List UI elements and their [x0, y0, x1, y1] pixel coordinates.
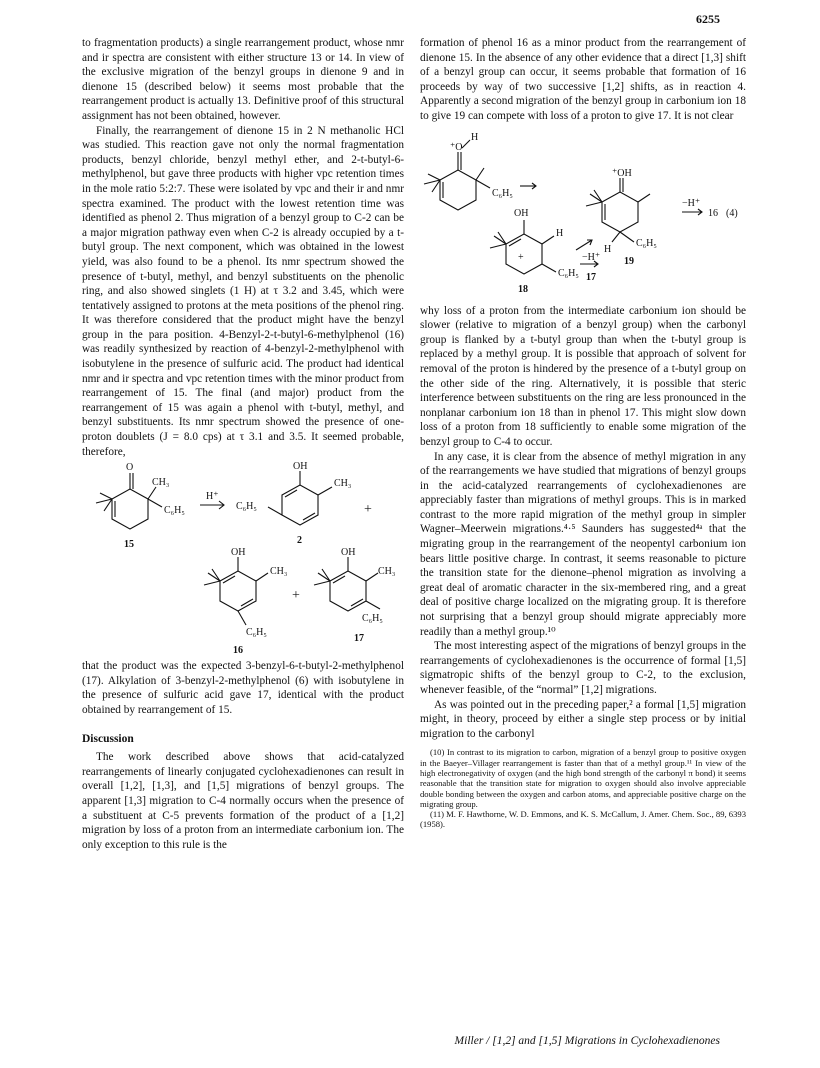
footnote: (11) M. F. Hawthorne, W. D. Emmons, and K. S. McCallum, J. Amer. Chem. Soc., 89, 6393 (1958). [420, 809, 746, 830]
plus-sign: + [292, 588, 300, 604]
paragraph: to fragmentation products) a single rearrangement product, whose nmr and ir spectra are consistent with either structure 13 or 14. In view of the exclusive migration of the benzyl groups in dienone 9 and in dienone 15 (described below) it seems most probable that the rearrangement product is actually 13. Definitive proof of this structural assignment has not been obtained, however. [82, 37, 404, 122]
label: C₆H₅ [558, 267, 579, 279]
compound-number: 17 [354, 633, 364, 645]
label: H [471, 131, 479, 143]
section-heading: Discussion [82, 732, 134, 745]
right-column [420, 36, 746, 830]
label: H [556, 227, 564, 239]
footnote: (10) In contrast to its migration to carbon, migration of a benzyl group to positive oxygen in the Baeyer–Villager rearrangement is faster than that of a methyl group.¹¹ In view of the high electronegativity of oxygen (and the high bond strength of the carbonyl π bond) it seems reasonable that the transition state for migration to oxygen should also involve appreciable double bonding between the oxygen and carbon atoms, and appreciable positive charge on the migrating group. [420, 747, 746, 809]
arrow-label: H⁺ [206, 491, 219, 503]
compound-number: 15 [124, 539, 134, 551]
label: C₆H₅ [236, 501, 257, 513]
paragraph: that the product was the expected 3-benzyl-6-t-butyl-2-methylphenol (17). Alkylation of 3-benzyl-2-methylphenol (6) with isobutylene in the presence of sulfuric acid gave 17, identical with the product obtained by rearrangement of 15. [82, 660, 404, 716]
label: H [604, 243, 612, 255]
label: C₆H₅ [362, 613, 383, 625]
arrow-label: −H⁺ [682, 197, 701, 209]
label: CH₃ [334, 478, 352, 490]
arrow-label: −H⁺ [582, 251, 601, 263]
label: ⁺OH [612, 167, 632, 179]
label: O [126, 462, 134, 474]
compound-number: 18 [518, 283, 528, 295]
ring-2 [282, 485, 318, 525]
ring-19 [602, 192, 638, 232]
paragraph: As was pointed out in the preceding paper,² a formal [1,5] migration might, in theory, proceed by either a single step process or by initial migration to the carbonyl [420, 698, 746, 740]
equation-number: (4) [726, 207, 738, 219]
label: C₆H₅ [164, 505, 185, 517]
scheme-1-drawing [82, 459, 404, 659]
paragraph: The most interesting aspect of the migrations of benzyl groups in the rearrangements of cyclohexadienones is the occurrence of formal [1,5] sigmatropic shifts of the benzyl group to C-2, to the exclusion, whenever feasible, of the “normal” [1,2] migrations. [420, 640, 746, 696]
label: CH₃ [152, 477, 170, 489]
compound-number: 17 [586, 271, 596, 283]
ring-16 [220, 571, 256, 611]
label: ⁺O [450, 141, 463, 153]
label: OH [293, 461, 308, 473]
label: CH₃ [270, 566, 288, 578]
compound-number: 16 [708, 207, 718, 219]
left-column [82, 36, 404, 852]
label: C₆H₅ [246, 627, 267, 639]
compound-number: 19 [624, 255, 634, 267]
label: OH [231, 547, 246, 559]
ring-17 [330, 571, 366, 611]
paragraph: In any case, it is clear from the absence of methyl migration in any of the rearrangements we have studied that migrations of benzyl groups in the acid-catalyzed rearrangements of cyclohexadienones are appreciably faster than migrations of methyl groups. This is in marked contrast to the more rapid migration of the methyl group in simpler Wagner–Meerwein migrations.⁴·⁵ Saunders has suggested⁴ᵃ that the migrating group in the rearrangement of the neopentyl carbonium ion bears little positive charge. In contrast, it seems reasonable to picture the transition state for the dienone–phenol migration as involving a great deal of aromatic character in the six-membered ring, and a great deal of positive charge localized on the migrating group. It is therefore not surprising that a benzyl group should migrate appreciably more readily than a methyl group.¹⁰ [420, 450, 746, 638]
paragraph: The work described above shows that acid-catalyzed rearrangements of linearly conjugated cyclohexadienones can result in overall [1,2], [1,3], and [1,5] migrations of benzyl groups. The apparent [1,3] migration to C-4 normally occurs when the presence of a substituent at C-5 prevents formation of the product of a [1,2] migration by loss of a proton from an intermediate carbonium ion. The only exception to this rule is the [82, 751, 404, 851]
running-footer: Miller / [1,2] and [1,5] Migrations in Cyclohexadienones [454, 1035, 720, 1047]
paragraph: why loss of a proton from the intermediate carbonium ion should be slower (relative to migration of a benzyl group) when the carbonyl group is flanked by a t-butyl group than when the t-butyl group is replaced by a methyl group. It is possible that approach of solvent for removal of the proton is hindered by the presence of a t-butyl group on the other side of the ring. Alternatively, it is possible that steric interference between substituents on the ring are less pronounced in the nonplanar carbonium ion 18 than in phenol 17. This might slow down loss of a proton from 18 sufficiently to enable some migration of the benzyl group to C-4 to occur. [420, 304, 746, 448]
paragraph: formation of phenol 16 as a minor product from the rearrangement of dienone 15. In the absence of any other evidence that a direct [1,3] shift of a benzyl group can occur, it seems probable that formation of 16 proceeds by way of two successive [1,2] shifts, as in reaction 4. Apparently a second migration of the benzyl group in carbonium ion 18 to give 19 can compete with loss of a proton to give 17. It is not clear [420, 37, 746, 122]
label: C₆H₅ [492, 187, 513, 199]
scheme-figure-2 [420, 124, 746, 304]
charge-label: + [518, 251, 524, 263]
label: OH [514, 207, 529, 219]
label: C₆H₅ [636, 237, 657, 249]
scheme-figure-1 [82, 459, 404, 659]
compound-number: 2 [297, 535, 302, 547]
ring-15 [112, 489, 148, 529]
paragraph: Finally, the rearrangement of dienone 15 in 2 N methanolic HCl was studied. This reaction gave not only the normal fragmentation products, benzyl chloride, benzyl methyl ether, and 2-t-butyl-6-methylphenol, but gave three products with higher vpc retention times in the mole ratio 5:2:7. These were isolated by vpc and their ir and nmr spectra examined. The product with the lowest retention time was identified as phenol 2. Thus migration of a benzyl group to C-2 can be a major migration pathway even when C-2 is already occupied by a t-butyl group. The next component, which was obtained in the lowest yield, was also found to be a phenol. Its nmr spectrum showed the presence of t-butyl, methyl, and benzyl substituents on the phenolic ring, and also showed singlets (1 H) at τ 3.2 and 3.45, which were tentatively assigned to protons at the meta positions of the phenol ring. It was therefore considered that the product might have the benzyl group in the para position. 4-Benzyl-2-t-butyl-6-methylphenol (16) was readily synthesized by reaction of 4-benzyl-2-methylphenol with isobutylene in the presence of sulfuric acid. The product had identical nmr and ir spectra and vpc retention times with the minor product from rearrangement of 15. The final (and major) product from the rearrangement of 15 was again a phenol with t-butyl, methyl, and benzyl substituents. Its nmr spectrum showed the presence of one-proton doublets (J = 8.0 cps) at τ 3.1 and 3.5. It seemed probable, therefore, [82, 124, 404, 458]
ring-protonated-15 [440, 170, 476, 210]
label: CH₃ [378, 566, 396, 578]
ring-18 [506, 234, 542, 274]
footnotes [420, 747, 746, 829]
page-number: 6255 [696, 12, 720, 26]
label: OH [341, 547, 356, 559]
plus-sign: + [364, 502, 372, 518]
scheme-2-drawing [420, 124, 746, 304]
compound-number: 16 [233, 645, 243, 657]
